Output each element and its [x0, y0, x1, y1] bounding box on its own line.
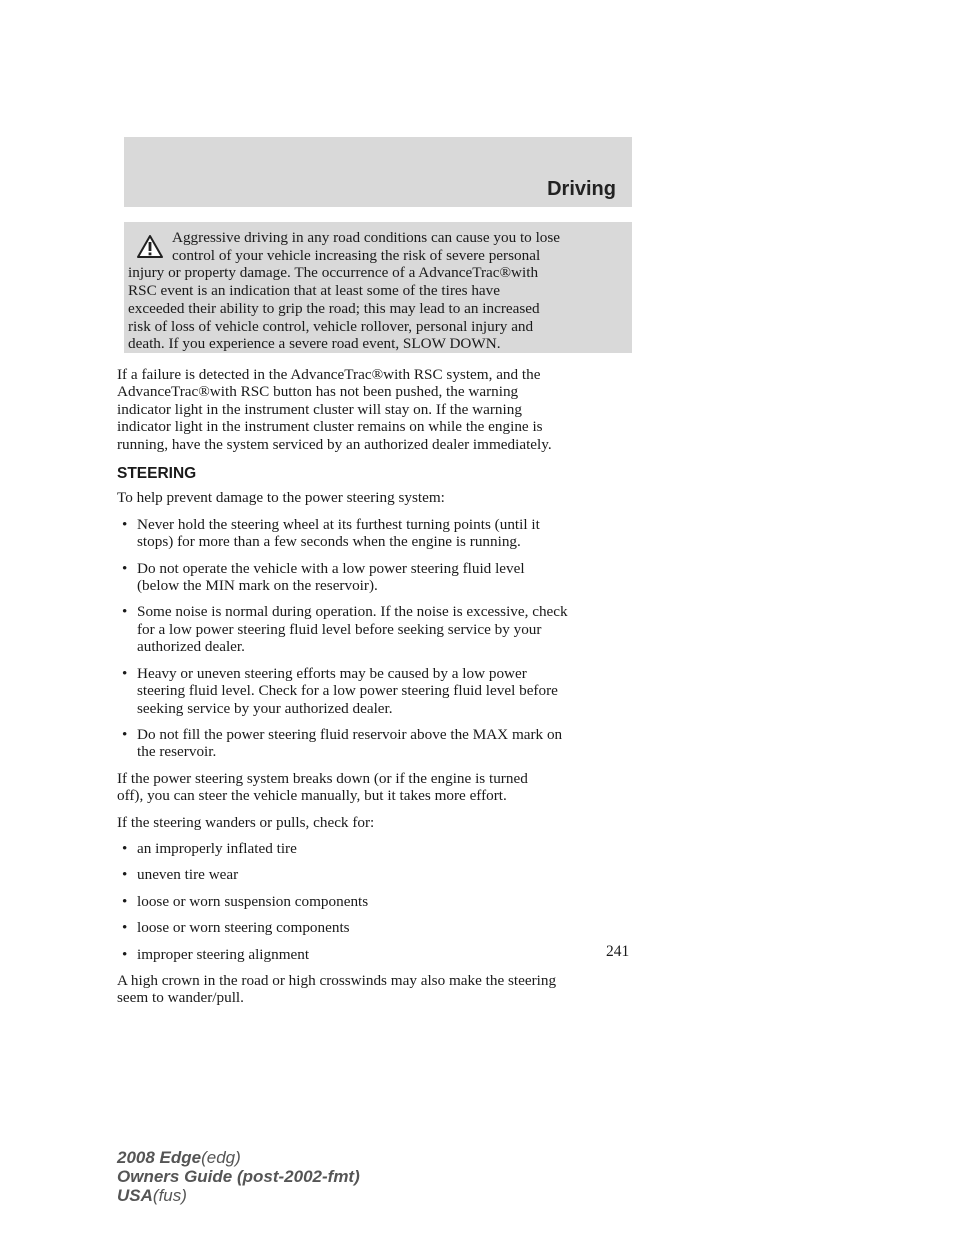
steering-heading: STEERING	[117, 465, 197, 483]
section-header-band	[124, 137, 632, 207]
text-line: Do not fill the power steering fluid reservoir above the MAX mark on	[137, 725, 563, 743]
bullet-glyph: •	[122, 919, 128, 937]
warning-text-line: exceeded their ability to grip the road; this may lead to an increased	[128, 299, 540, 317]
bullet-glyph: •	[122, 664, 128, 682]
list-item	[117, 946, 637, 963]
text-line: AdvanceTrac®with RSC button has not been pushed, the warning	[117, 383, 519, 401]
wander-list	[117, 840, 637, 963]
section-title: Driving	[547, 178, 616, 200]
warning-text-line: death. If you experience a severe road event, SLOW DOWN.	[128, 335, 501, 353]
list-item	[117, 866, 637, 883]
text-line: seeking service by your authorized dealer.	[137, 699, 393, 717]
page-number: 241	[606, 943, 630, 960]
bullet-glyph: •	[122, 725, 128, 743]
bullet-glyph: •	[122, 559, 128, 577]
warning-box	[124, 222, 632, 353]
text-line: steering fluid level. Check for a low power steering fluid level before	[137, 682, 558, 700]
warning-text-line: injury or property damage. The occurrence of a AdvanceTrac®with	[128, 264, 539, 282]
list-item	[117, 840, 637, 857]
bullet-glyph: •	[122, 515, 128, 533]
text-line: running, have the system serviced by an authorized dealer immediately.	[117, 435, 552, 453]
footer-market-name: USA	[117, 1186, 153, 1205]
text-line: stops) for more than a few seconds when the engine is running.	[137, 533, 521, 551]
bullet-glyph: •	[122, 945, 128, 963]
warning-text-line: risk of loss of vehicle control, vehicle rollover, personal injury and	[128, 317, 534, 335]
warning-triangle-icon	[136, 234, 164, 259]
footer-line-market	[117, 1186, 360, 1205]
text-line: A high crown in the road or high crosswinds may also make the steering	[117, 971, 557, 989]
footer-model-code: (edg)	[201, 1148, 241, 1167]
bullet-glyph: •	[122, 892, 128, 910]
footer-guide-name: Owners Guide (post-2002-fmt)	[117, 1167, 360, 1186]
text-line: off), you can steer the vehicle manually, but it takes more effort.	[117, 787, 507, 805]
text-line: indicator light in the instrument cluster will stay on. If the warning	[117, 400, 522, 418]
list-item	[117, 560, 637, 595]
list-item	[117, 726, 637, 761]
text-line: an improperly inflated tire	[137, 839, 297, 857]
bullet-glyph: •	[122, 603, 128, 621]
warning-text-line: RSC event is an indication that at least some of the tires have	[128, 282, 501, 300]
footer-model-name: 2008 Edge	[117, 1148, 202, 1167]
list-item	[117, 516, 637, 551]
wander-intro: If the steering wanders or pulls, check for:	[117, 813, 375, 831]
bullet-glyph: •	[122, 866, 128, 884]
list-item	[117, 893, 637, 910]
text-line: authorized dealer.	[137, 638, 245, 656]
breakdown-paragraph	[117, 770, 637, 805]
closing-paragraph	[117, 972, 637, 1007]
text-line: Do not operate the vehicle with a low power steering fluid level	[137, 559, 525, 577]
text-line: for a low power steering fluid level before seeking service by your	[137, 620, 542, 638]
text-line: loose or worn steering components	[137, 919, 350, 937]
list-item	[117, 665, 637, 717]
text-line: Never hold the steering wheel at its furthest turning points (until it	[137, 515, 540, 533]
text-line: uneven tire wear	[137, 866, 239, 884]
bullet-glyph: •	[122, 839, 128, 857]
text-line: Heavy or uneven steering efforts may be caused by a low power	[137, 664, 527, 682]
warning-text-line: Aggressive driving in any road conditions can cause you to lose	[172, 229, 561, 246]
list-item	[117, 919, 637, 936]
text-line: If a failure is detected in the AdvanceTrac®with RSC system, and the	[117, 366, 541, 383]
text-line: indicator light in the instrument cluster remains on while the engine is	[117, 418, 543, 436]
footer-line-model	[117, 1148, 360, 1167]
text-line: If the power steering system breaks down (or if the engine is turned	[117, 769, 528, 787]
text-line: loose or worn suspension components	[137, 892, 369, 910]
warning-text-line: control of your vehicle increasing the risk of severe personal	[172, 246, 541, 264]
footer-market-code: (fus)	[152, 1186, 187, 1205]
list-item	[117, 603, 637, 655]
failure-paragraph	[117, 366, 637, 453]
document-footer	[117, 1148, 360, 1205]
text-line: seem to wander/pull.	[117, 989, 244, 1007]
text-line: improper steering alignment	[137, 945, 310, 963]
text-line: the reservoir.	[137, 743, 217, 761]
text-line: (below the MIN mark on the reservoir).	[137, 577, 378, 595]
body-text	[117, 366, 637, 1016]
steering-intro: To help prevent damage to the power steering system:	[117, 489, 445, 507]
text-line: Some noise is normal during operation. If the noise is excessive, check	[137, 603, 568, 621]
